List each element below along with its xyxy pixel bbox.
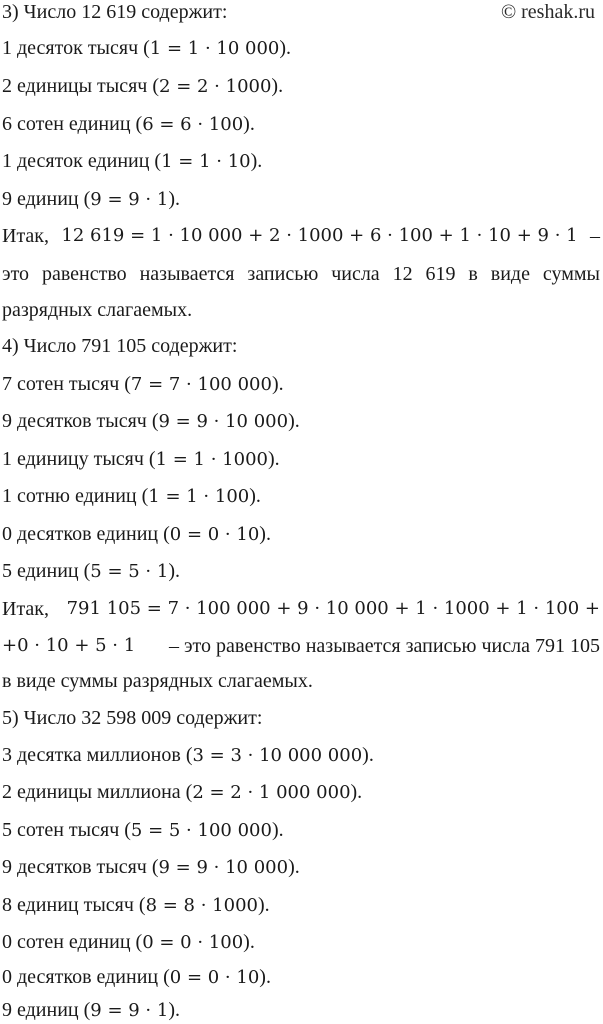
item-math: 7 = 7 · 100 000: [130, 374, 272, 395]
item-tail: ).: [271, 373, 284, 395]
itak-label: Итак,: [2, 598, 50, 620]
item-text: 1 единицу тысяч (: [2, 448, 156, 470]
item-tail: ).: [168, 999, 180, 1021]
item-math: 1 = 1 · 100: [148, 486, 250, 507]
item-text: 5 сотен тысяч (: [2, 819, 131, 841]
summary-line-2: [2, 262, 600, 286]
item-tail: ).: [257, 894, 270, 916]
section4-heading: 4) Число 791 105 содержит:: [2, 335, 238, 357]
item-tail: ).: [259, 966, 271, 988]
item-math: 3 = 3 · 10 000 000: [192, 745, 363, 766]
item-text: 1 сотню единиц (: [2, 485, 149, 507]
item-tail: ).: [243, 931, 255, 953]
word: числа: [331, 263, 380, 285]
item-text: 1 десяток единиц (: [2, 150, 162, 172]
word: суммы: [542, 263, 600, 285]
item-math: 0 = 0 · 10: [169, 967, 260, 988]
item-text: 6 сотен единиц (: [2, 113, 143, 135]
item-tail: ).: [362, 744, 374, 766]
item-text: 9 единиц (: [2, 999, 91, 1021]
word: в: [468, 263, 478, 285]
summary-line-1: [2, 597, 600, 621]
summary-equation: 791 105 = 7 · 100 000 + 9 · 10 000 + 1 · 1000 + 1 · 100 +: [66, 598, 600, 619]
item-text: 2 единицы миллиона (: [2, 781, 193, 803]
list-item: [2, 965, 271, 990]
item-text: 7 сотен тысяч (: [2, 373, 131, 395]
item-text: 8 единиц тысяч (: [2, 894, 146, 916]
summary-equation: 12 619 = 1 · 10 000 + 2 · 1000 + 6 · 100 + 1 · 10 + 9 · 1: [61, 225, 578, 246]
itak-label: Итак,: [2, 225, 50, 247]
word: 619: [425, 263, 456, 285]
item-text: 0 десятков единиц (: [2, 523, 170, 545]
item-tail: ).: [350, 781, 363, 803]
list-item: [2, 149, 262, 174]
item-tail: ).: [259, 523, 271, 545]
word: записью: [247, 263, 319, 285]
list-item: [2, 780, 362, 805]
list-item: [2, 522, 271, 547]
list-item: [2, 447, 280, 472]
item-math: 1 = 1 · 10 000: [149, 38, 280, 59]
item-tail: ).: [271, 75, 284, 97]
list-item: [2, 187, 180, 212]
item-math: 1 = 1 · 10: [161, 151, 251, 172]
item-math: 5 = 5 · 100 000: [130, 820, 272, 841]
item-text: 0 сотен единиц (: [2, 931, 143, 953]
item-tail: ).: [249, 485, 261, 507]
item-math: 1 = 1 · 1000: [155, 449, 268, 470]
item-tail: ).: [250, 150, 263, 172]
list-item: [2, 36, 291, 61]
item-math: 5 = 5 · 1: [90, 561, 169, 582]
summary-dash: –: [589, 225, 600, 247]
item-text: 3 десятка миллионов (: [2, 744, 193, 766]
item-tail: ).: [288, 410, 300, 432]
summary-line-2: [2, 634, 600, 658]
list-item: [2, 855, 300, 880]
item-math: 9 = 9 · 10 000: [158, 857, 289, 878]
item-math: 9 = 9 · 1: [90, 1000, 169, 1021]
list-item: [2, 893, 270, 918]
word: называется: [139, 263, 235, 285]
item-math: 9 = 9 · 10 000: [158, 411, 289, 432]
list-item: [2, 372, 284, 397]
item-text: 1 десяток тысяч (: [2, 37, 150, 59]
item-tail: ).: [271, 819, 284, 841]
item-tail: ).: [243, 113, 255, 135]
list-item: [2, 112, 255, 137]
summary-text: – это равенство называется записью числа 791 105: [168, 635, 600, 657]
item-text: 5 единиц (: [2, 560, 91, 582]
item-math: 2 = 2 · 1000: [159, 76, 272, 97]
list-item: [2, 930, 255, 955]
item-tail: ).: [279, 37, 292, 59]
item-text: 9 единиц (: [2, 188, 91, 210]
item-math: 0 = 0 · 10: [169, 524, 260, 545]
item-tail: ).: [267, 448, 280, 470]
item-math: 2 = 2 · 1 000 000: [192, 782, 351, 803]
item-text: 9 десятков тысяч (: [2, 410, 159, 432]
item-tail: ).: [168, 188, 180, 210]
list-item: [2, 998, 180, 1023]
item-tail: ).: [288, 856, 300, 878]
item-text: 9 десятков тысяч (: [2, 856, 159, 878]
item-text: 2 единицы тысяч (: [2, 75, 160, 97]
watermark: © reshak.ru: [500, 1, 595, 23]
item-math: 9 = 9 · 1: [90, 189, 169, 210]
item-math: 6 = 6 · 100: [142, 114, 244, 135]
word: равенство: [41, 263, 127, 285]
summary-equation-cont: +0 · 10 + 5 · 1: [2, 635, 136, 656]
list-item: [2, 74, 283, 99]
summary-line-1: [2, 224, 600, 248]
item-text: 0 десятков единиц (: [2, 966, 170, 988]
item-tail: ).: [168, 560, 180, 582]
word: 12: [392, 263, 413, 285]
section3-heading: 3) Число 12 619 содержит:: [2, 1, 228, 23]
item-math: 0 = 0 · 100: [142, 932, 244, 953]
summary-line-3: в виде суммы разрядных слагаемых.: [2, 670, 313, 692]
summary-line-3: разрядных слагаемых.: [2, 299, 193, 321]
word: это: [2, 263, 30, 285]
list-item: [2, 743, 374, 768]
list-item: [2, 818, 284, 843]
list-item: [2, 409, 300, 434]
word: виде: [490, 263, 530, 285]
item-math: 8 = 8 · 1000: [145, 895, 258, 916]
list-item: [2, 559, 180, 584]
section5-heading: 5) Число 32 598 009 содержит:: [2, 707, 263, 729]
list-item: [2, 484, 261, 509]
